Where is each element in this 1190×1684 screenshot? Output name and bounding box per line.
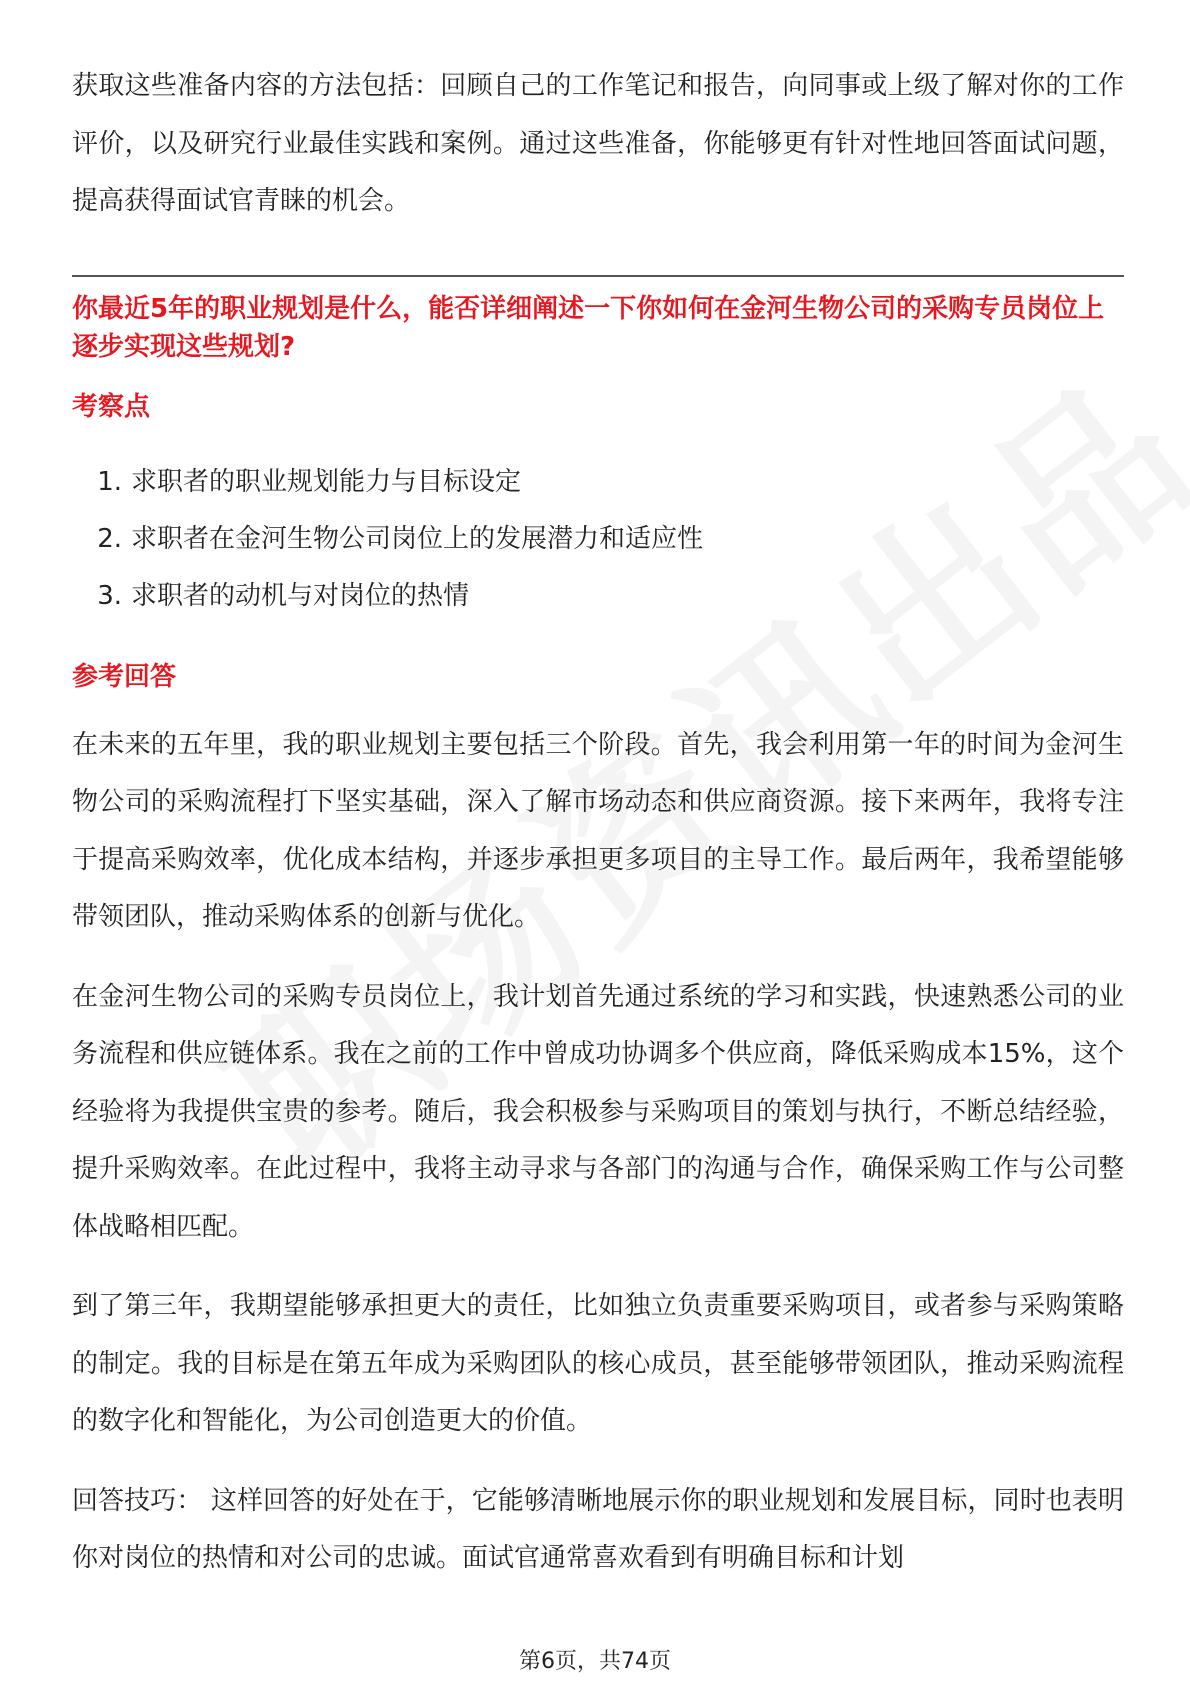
answer-heading: 参考回答	[72, 661, 177, 692]
list-item-number: 1.	[97, 466, 122, 497]
focus-heading: 考察点	[72, 391, 151, 422]
intro-paragraph: 获取这些准备内容的方法包括：回顾自己的工作笔记和报告，向同事或上级了解对你的工作评价，以及研究行业最佳实践和案例。通过这些准备，你能够更有针对性地回答面试问题，提高获得面试官青睐的机会。	[72, 71, 1124, 216]
list-item-text: 求职者在金河生物公司岗位上的发展潜力和适应性	[131, 523, 704, 554]
answer-paragraph: 到了第三年，我期望能够承担更大的责任，比如独立负责重要采购项目，或者参与采购策略的制定。我的目标是在第五年成为采购团队的核心成员，甚至能够带领团队，推动采购流程的数字化和智能化，为公司创造更大的价值。	[72, 1291, 1124, 1436]
list-item-number: 2.	[97, 523, 122, 554]
focus-list	[72, 454, 1124, 625]
list-item	[72, 454, 1124, 511]
answer-paragraph: 在金河生物公司的采购专员岗位上，我计划首先通过系统的学习和实践，快速熟悉公司的业务流程和供应链体系。我在之前的工作中曾成功协调多个供应商，降低采购成本15%，这个经验将为我提供宝贵的参考。随后，我会积极参与采购项目的策划与执行，不断总结经验，提升采购效率。在此过程中，我将主动寻求与各部门的沟通与合作，确保采购工作与公司整体战略相匹配。	[72, 981, 1124, 1242]
list-item	[72, 568, 1124, 625]
list-item	[72, 511, 1124, 568]
page-number: 第6页，共74页	[519, 1649, 671, 1674]
list-item-text: 求职者的职业规划能力与目标设定	[131, 466, 522, 497]
list-item-text: 求职者的动机与对岗位的热情	[131, 580, 470, 611]
answer-paragraph: 在未来的五年里，我的职业规划主要包括三个阶段。首先，我会利用第一年的时间为金河生物公司的采购流程打下坚实基础，深入了解市场动态和供应商资源。接下来两年，我将专注于提高采购效率，优化成本结构，并逐步承担更多项目的主导工作。最后两年，我希望能够带领团队，推动采购体系的创新与优化。	[72, 729, 1124, 932]
question-heading: 你最近5年的职业规划是什么，能否详细阐述一下你如何在金河生物公司的采购专员岗位上逐步实现这些规划?	[72, 293, 1105, 362]
page-content	[72, 58, 1124, 1588]
list-item-number: 3.	[97, 580, 122, 611]
answer-tips: 回答技巧： 这样回答的好处在于，它能够清晰地展示你的职业规划和发展目标，同时也表明你对岗位的热情和对公司的忠诚。面试官通常喜欢看到有明确目标和计划	[72, 1485, 1124, 1573]
section-divider	[72, 275, 1124, 277]
